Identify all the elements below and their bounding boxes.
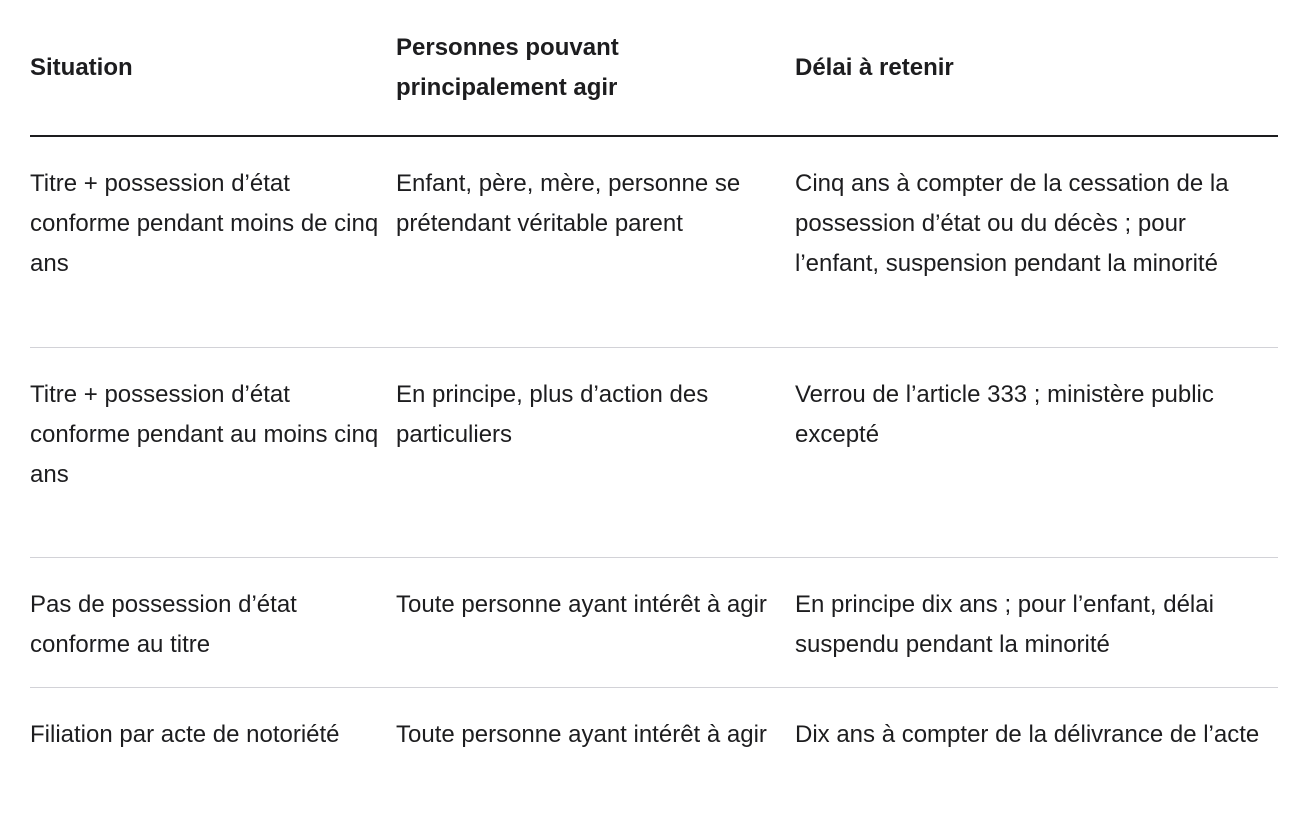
cell-delai: En principe dix ans ; pour l’enfant, délai suspendu pendant la minorité bbox=[795, 557, 1278, 687]
header-personnes: Personnes pouvant principalement agir bbox=[396, 0, 795, 136]
cell-personnes: En principe, plus d’action des particuliers bbox=[396, 347, 795, 557]
filiation-table-container bbox=[30, 0, 1278, 834]
header-situation: Situation bbox=[30, 0, 396, 136]
table-row bbox=[30, 687, 1278, 834]
cell-situation: Pas de possession d’état conforme au titre bbox=[30, 557, 396, 687]
table-header bbox=[30, 0, 1278, 136]
filiation-table bbox=[30, 0, 1278, 834]
table-body bbox=[30, 136, 1278, 834]
table-row bbox=[30, 557, 1278, 687]
header-row bbox=[30, 0, 1278, 136]
table-row bbox=[30, 347, 1278, 557]
cell-delai: Cinq ans à compter de la cessation de la possession d’état ou du décès ; pour l’enfant, suspension pendant la minorité bbox=[795, 136, 1278, 347]
cell-situation: Titre + possession d’état conforme pendant moins de cinq ans bbox=[30, 136, 396, 347]
cell-personnes: Toute personne ayant intérêt à agir bbox=[396, 720, 767, 748]
cell-situation: Titre + possession d’état conforme pendant au moins cinq ans bbox=[30, 347, 396, 557]
cell-personnes: Enfant, père, mère, personne se prétendant véritable parent bbox=[396, 136, 795, 347]
cell-delai: Verrou de l’article 333 ; ministère public excepté bbox=[795, 347, 1278, 557]
cell-delai: Dix ans à compter de la délivrance de l’acte bbox=[795, 720, 1260, 748]
table-row bbox=[30, 136, 1278, 347]
header-delai: Délai à retenir bbox=[795, 0, 1278, 136]
cell-situation: Filiation par acte de notoriété bbox=[30, 720, 340, 748]
cell-personnes: Toute personne ayant intérêt à agir bbox=[396, 557, 795, 687]
